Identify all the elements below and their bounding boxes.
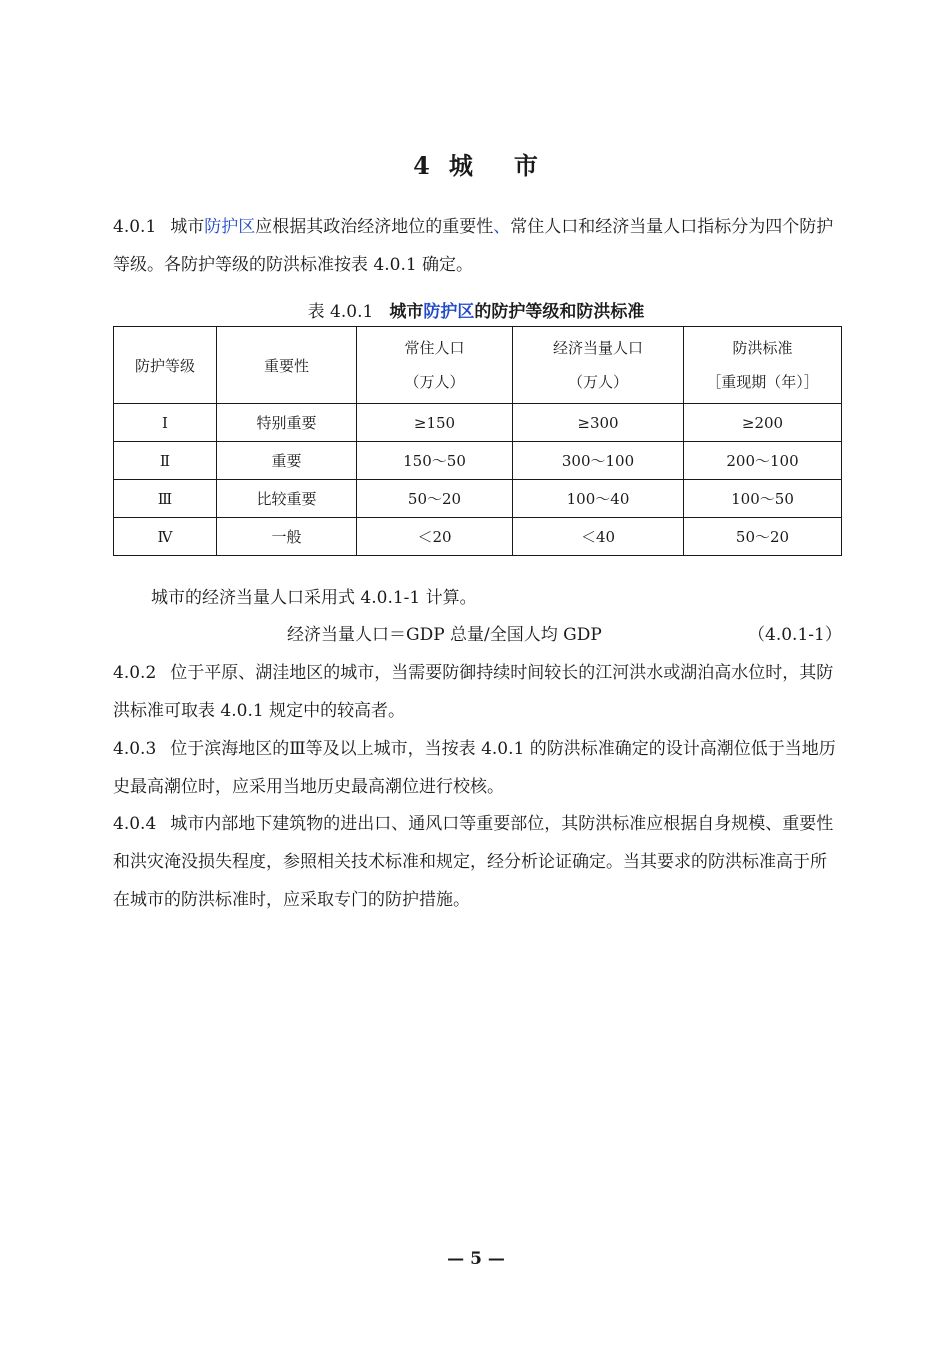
protection-zone-link[interactable]: 防护区	[423, 302, 475, 322]
clause-text: 位于滨海地区的Ⅲ等及以上城市，当按表 4.0.1 的防洪标准确定的设计高潮位低于当地历史最高潮位时，应采用当地历史最高潮位进行校核。	[113, 739, 836, 797]
clause-number: 4.0.1	[113, 217, 157, 237]
table-number: 表 4.0.1	[307, 302, 374, 322]
table-header-row	[114, 327, 842, 404]
clause-text: 城市内部地下建筑物的进出口、通风口等重要部位，其防洪标准应根据自身规模、重要性和洪灾淹没损失程度，参照相关技术标准和规定，经分析论证确定。当其要求的防洪标准高于所在城市的防洪标准时，应采取专门的防护措施。	[113, 814, 834, 910]
table-cell: ＜40	[513, 518, 684, 556]
clause-4-0-1	[113, 208, 841, 284]
clause-text: 位于平原、湖洼地区的城市，当需要防御持续时间较长的江河洪水或湖泊高水位时，其防洪标准可取表 4.0.1 规定中的较高者。	[113, 663, 834, 721]
chapter-title-char-1: 城	[448, 151, 474, 180]
clause-text: 常住人口和经济当量人口指标分为四个防护等级。各防护等级的防洪标准按表 4.0.1 确定。	[113, 217, 834, 275]
chapter-title-char-2: 市	[513, 151, 539, 180]
header-text: 防洪标准	[732, 339, 793, 357]
table-cell: Ⅲ	[114, 480, 217, 518]
clause-text: 城市	[170, 217, 205, 237]
formula-number: （4.0.1-1）	[748, 625, 842, 645]
table-row	[114, 404, 842, 442]
clause-4-0-2	[113, 654, 841, 730]
table-cell: 200～100	[684, 442, 842, 480]
clause-number: 4.0.2	[113, 663, 157, 683]
header-cell	[357, 327, 513, 404]
table-cell: 特别重要	[217, 404, 357, 442]
table-row	[114, 442, 842, 480]
table-cell: ≥300	[513, 404, 684, 442]
table-cell: 重要	[217, 442, 357, 480]
clause-text: 应根据其政治经济地位的重要性	[255, 217, 494, 237]
header-unit: （万人）	[404, 373, 465, 391]
clause-4-0-3	[113, 730, 841, 806]
header-cell	[114, 327, 217, 404]
table-cell: 150～50	[357, 442, 513, 480]
header-unit: （万人）	[567, 373, 628, 391]
punctuation-link[interactable]: 、	[493, 217, 511, 237]
header-cell	[513, 327, 684, 404]
header-cell	[217, 327, 357, 404]
protection-grade-table	[113, 326, 842, 556]
header-unit: ［重现期（年）］	[706, 373, 819, 391]
caption-text: 的防护等级和防洪标准	[474, 302, 645, 322]
table-cell: 100～40	[513, 480, 684, 518]
table-cell: 100～50	[684, 480, 842, 518]
table-cell: ≥200	[684, 404, 842, 442]
table-cell: Ⅳ	[114, 518, 217, 556]
table-cell: 50～20	[357, 480, 513, 518]
clause-4-0-4	[113, 805, 841, 919]
clause-number: 4.0.3	[113, 739, 157, 759]
header-cell	[684, 327, 842, 404]
header-text: 经济当量人口	[552, 339, 643, 357]
chapter-title	[0, 146, 952, 181]
table-caption	[0, 297, 952, 322]
table-cell: 比较重要	[217, 480, 357, 518]
page-number: — 5 —	[447, 1249, 505, 1269]
table-cell: 50～20	[684, 518, 842, 556]
chapter-number: 4	[413, 151, 431, 180]
table-row	[114, 518, 842, 556]
clause-number: 4.0.4	[113, 814, 157, 834]
table-cell: ＜20	[357, 518, 513, 556]
table-cell: ≥150	[357, 404, 513, 442]
table-cell: Ⅱ	[114, 442, 217, 480]
header-text: 常住人口	[404, 339, 465, 357]
header-text: 重要性	[263, 356, 309, 375]
protection-zone-link[interactable]: 防护区	[204, 217, 256, 237]
table-row	[114, 480, 842, 518]
formula-text: 经济当量人口＝GDP 总量/全国人均 GDP	[287, 625, 602, 645]
table-cell: Ⅰ	[114, 404, 217, 442]
header-text: 防护等级	[134, 356, 195, 375]
table-cell: 一般	[217, 518, 357, 556]
caption-text: 城市	[389, 302, 424, 322]
calculation-note: 城市的经济当量人口采用式 4.0.1-1 计算。	[151, 588, 477, 608]
table-cell: 300～100	[513, 442, 684, 480]
